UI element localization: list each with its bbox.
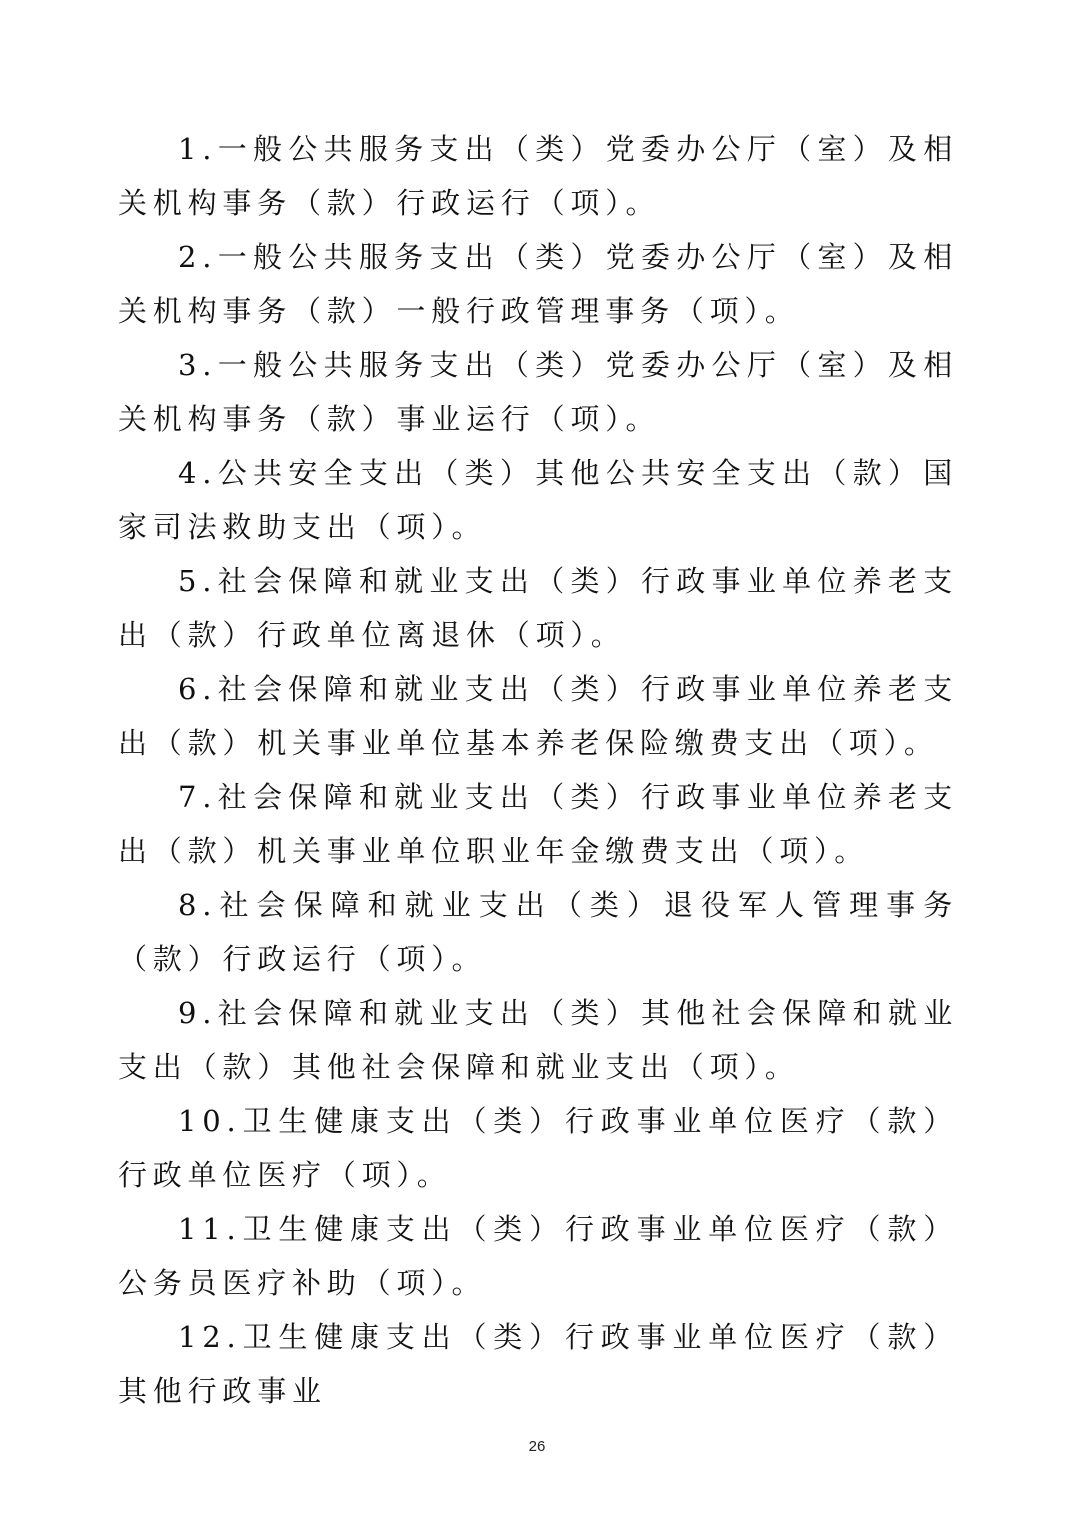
- list-item: 11.卫生健康支出（类）行政事业单位医疗（款）公务员医疗补助（项）。: [118, 1212, 958, 1300]
- list-item: 4.公共安全支出（类）其他公共安全支出（款）国家司法救助支出（项）。: [118, 456, 958, 544]
- list-item: 1.一般公共服务支出（类）党委办公厅（室）及相关机构事务（款）行政运行（项）。: [118, 132, 958, 220]
- list-item: 12.卫生健康支出（类）行政事业单位医疗（款）其他行政事业: [118, 1320, 958, 1408]
- list-item: 10.卫生健康支出（类）行政事业单位医疗（款）行政单位医疗（项）。: [118, 1104, 958, 1192]
- document-body: [118, 122, 958, 1418]
- list-item: 9.社会保障和就业支出（类）其他社会保障和就业支出（款）其他社会保障和就业支出（项）。: [118, 996, 958, 1084]
- list-item: 6.社会保障和就业支出（类）行政事业单位养老支出（款）机关事业单位基本养老保险缴费支出（项）。: [118, 672, 958, 760]
- list-item: 7.社会保障和就业支出（类）行政事业单位养老支出（款）机关事业单位职业年金缴费支出（项）。: [118, 780, 958, 868]
- list-item: 8.社会保障和就业支出（类）退役军人管理事务（款）行政运行（项）。: [118, 888, 958, 976]
- page-number: 26: [528, 1438, 546, 1455]
- list-item: 2.一般公共服务支出（类）党委办公厅（室）及相关机构事务（款）一般行政管理事务（项）。: [118, 240, 958, 328]
- list-item: 5.社会保障和就业支出（类）行政事业单位养老支出（款）行政单位离退休（项）。: [118, 564, 958, 652]
- list-item: 3.一般公共服务支出（类）党委办公厅（室）及相关机构事务（款）事业运行（项）。: [118, 348, 958, 436]
